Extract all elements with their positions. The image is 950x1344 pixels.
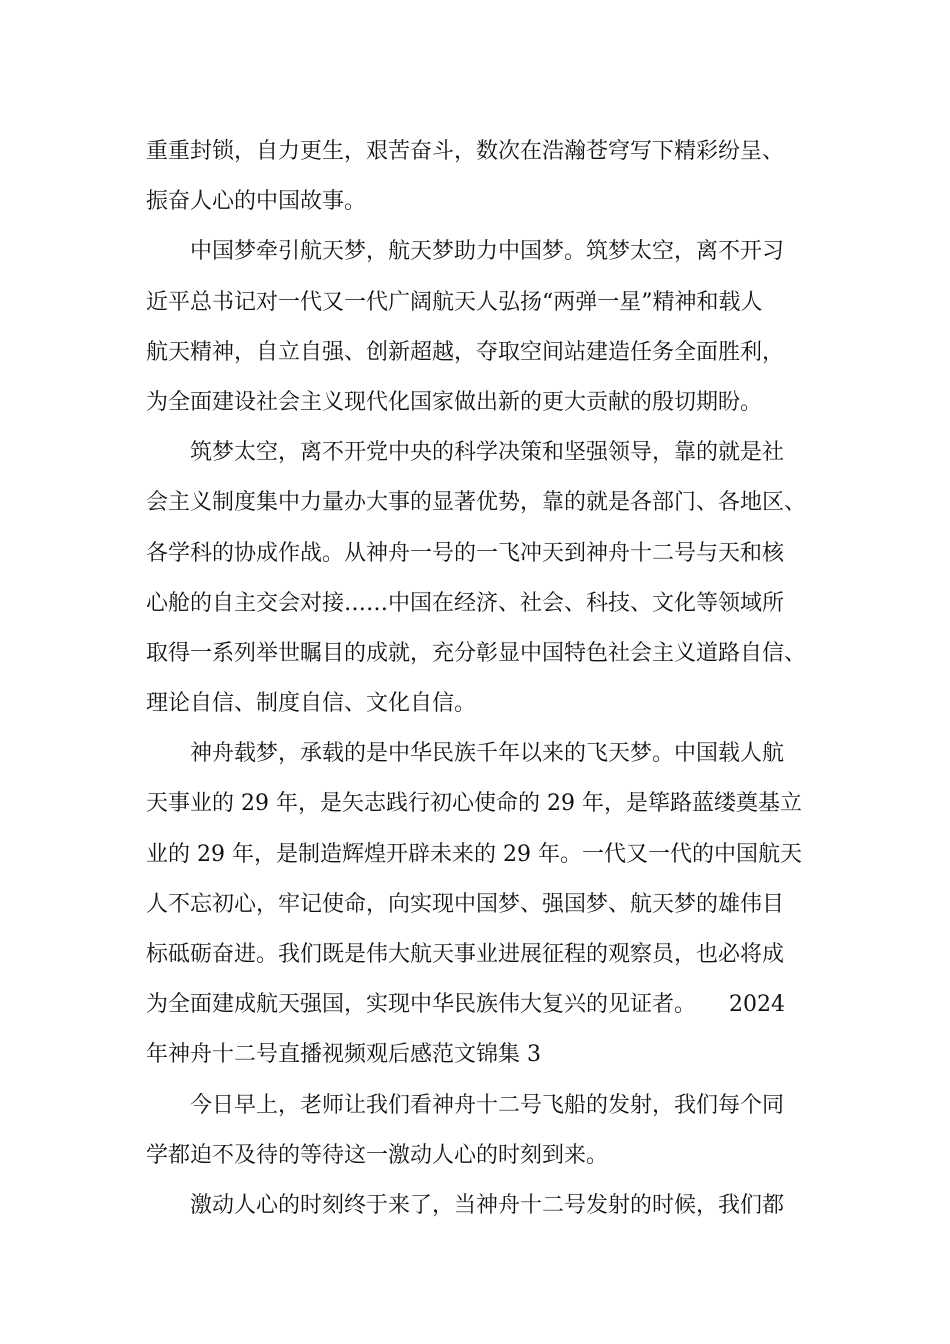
text-line: 取得一系列举世瞩目的成就，充分彰显中国特色社会主义道路自信、 xyxy=(146,640,807,666)
text-line: 激动人心的时刻终于来了，当神舟十二号发射的时候，我们都 xyxy=(146,1192,785,1218)
text-line: 业的 29 年，是制造辉煌开辟未来的 29 年。一代又一代的中国航天 xyxy=(146,841,802,867)
text-line: 标砥砺奋进。我们既是伟大航天事业进展征程的观察员，也必将成 xyxy=(146,942,785,967)
text-line: 天事业的 29 年，是矢志践行初心使命的 29 年，是筚路蓝缕奠基立 xyxy=(146,791,802,817)
text-line: 航天精神，自立自强、创新超越，夺取空间站建造任务全面胜利， xyxy=(146,339,785,365)
text-line: 近平总书记对一代又一代广阔航天人弘扬“两弹一星”精神和载人 xyxy=(146,289,763,315)
text-line: 为全面建成航天强国，实现中华民族伟大复兴的见证者。 2024 xyxy=(146,992,785,1018)
text-line: 神舟载梦，承载的是中华民族千年以来的飞天梦。中国载人航 xyxy=(146,741,785,767)
text-line: 学都迫不及待的等待这一激动人心的时刻到来。 xyxy=(146,1142,609,1168)
document-body xyxy=(146,127,826,1231)
text-line: 心舱的自主交会对接……中国在经济、社会、科技、文化等领域所 xyxy=(146,590,785,616)
text-line: 各学科的协成作战。从神舟一号的一飞冲天到神舟十二号与天和核 xyxy=(146,540,785,566)
text-line: 理论自信、制度自信、文化自信。 xyxy=(146,691,477,717)
text-line: 人不忘初心，牢记使命，向实现中国梦、强国梦、航天梦的雄伟目 xyxy=(146,891,785,917)
text-line: 今日早上，老师让我们看神舟十二号飞船的发射，我们每个同 xyxy=(146,1092,785,1118)
text-line: 会主义制度集中力量办大事的显著优势，靠的就是各部门、各地区、 xyxy=(146,490,807,516)
text-line: 为全面建设社会主义现代化国家做出新的更大贡献的殷切期盼。 xyxy=(146,389,763,415)
text-line: 重重封锁，自力更生，艰苦奋斗，数次在浩瀚苍穹写下精彩纷呈、 xyxy=(146,139,785,164)
text-line: 振奋人心的中国故事。 xyxy=(146,189,367,215)
heading-line: 年神舟十二号直播视频观后感范文锦集 3 xyxy=(146,1042,541,1068)
text-line: 筑梦太空，离不开党中央的科学决策和坚强领导，靠的就是社 xyxy=(146,440,785,466)
text-line: 中国梦牵引航天梦，航天梦助力中国梦。筑梦太空，离不开习 xyxy=(146,239,785,265)
